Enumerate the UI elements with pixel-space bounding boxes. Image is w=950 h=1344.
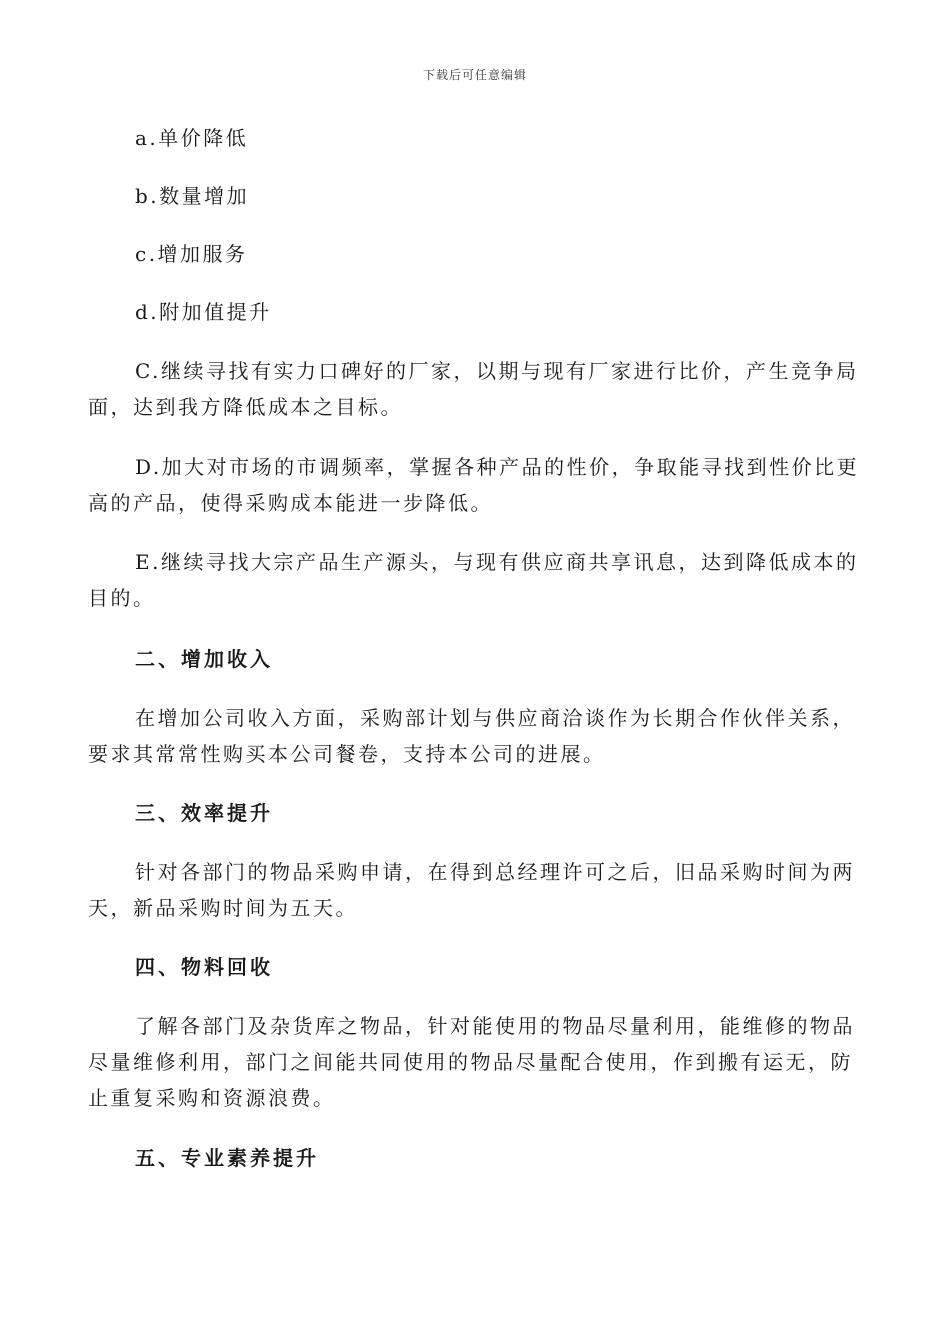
section-heading-recycling: 四、物料回收 — [135, 955, 273, 979]
section-income-line-1: 在增加公司收入方面，采购部计划与供应商洽谈作为长期合作伙伴关系， — [135, 706, 855, 730]
section-recycling-line-1: 了解各部门及杂货库之物品，针对能使用的物品尽量利用，能维修的物品 — [135, 1014, 855, 1038]
paragraph-c-line-2: 面，达到我方降低成本之目标。 — [88, 395, 403, 419]
paragraph-d-line-1: D.加大对市场的市调频率，掌握各种产品的性价，争取能寻找到性价比更 — [135, 455, 860, 479]
section-heading-professionalism: 五、专业素养提升 — [135, 1146, 319, 1170]
paragraph-c-line-1: C.继续寻找有实力口碑好的厂家，以期与现有厂家进行比价，产生竞争局 — [135, 359, 859, 383]
section-recycling-line-3: 止重复采购和资源浪费。 — [88, 1086, 336, 1110]
paragraph-e-line-1: E.继续寻找大宗产品生产源头，与现有供应商共享讯息，达到降低成本的 — [135, 550, 859, 574]
section-heading-income: 二、增加收入 — [135, 647, 273, 671]
section-efficiency-line-2: 天，新品采购时间为五天。 — [88, 896, 358, 920]
page-header: 下载后可任意编辑 — [422, 68, 527, 82]
sub-item-d: d.附加值提升 — [135, 300, 272, 324]
paragraph-e-line-2: 目的。 — [88, 586, 156, 610]
section-efficiency-line-1: 针对各部门的物品采购申请，在得到总经理许可之后，旧品采购时间为两 — [135, 860, 855, 884]
sub-item-c: c.增加服务 — [135, 242, 248, 266]
section-heading-efficiency: 三、效率提升 — [135, 801, 273, 825]
sub-item-a: a.单价降低 — [135, 126, 249, 150]
section-income-line-2: 要求其常常性购买本公司餐卷，支持本公司的进展。 — [88, 742, 606, 766]
paragraph-d-line-2: 高的产品，使得采购成本能进一步降低。 — [88, 491, 493, 515]
sub-item-b: b.数量增加 — [135, 184, 250, 208]
section-recycling-line-2: 尽量维修利用，部门之间能共同使用的物品尽量配合使用，作到搬有运无，防 — [88, 1050, 853, 1074]
